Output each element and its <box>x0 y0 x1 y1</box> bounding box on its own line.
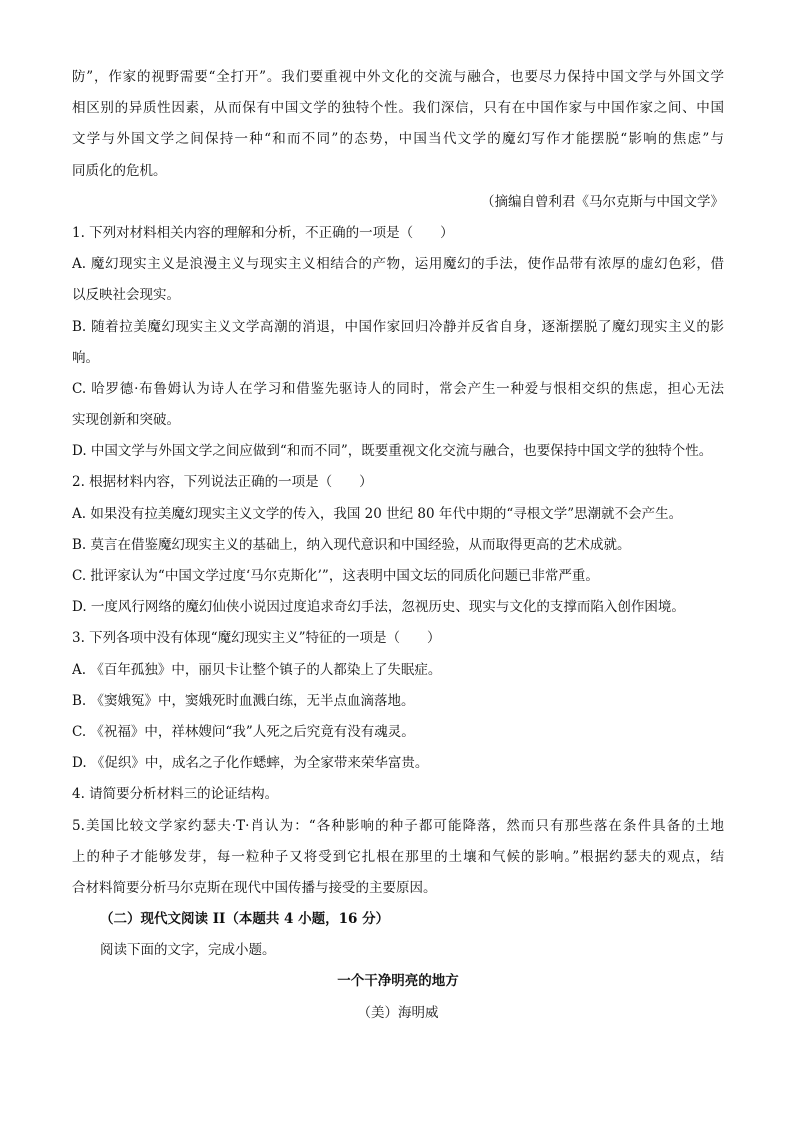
document-page <box>72 62 724 1029</box>
question-4-stem: 4. 请简要分析材料三的论证结构。 <box>72 786 279 803</box>
question-2-option-d: D. 一度风行网络的魔幻仙侠小说因过度追求奇幻手法，忽视历史、现实与文化的支撑而陷入创作困境。 <box>72 599 685 616</box>
question-2-stem: 2. 根据材料内容，下列说法正确的一项是（ ） <box>72 474 373 491</box>
question-1-option-d: D. 中国文学与外国文学之间应做到“和而不同”，既要重视文化交流与融合，也要保持中国文学的独特个性。 <box>72 443 713 460</box>
intro-line-2: 相区别的异质性因素，从而保有中国文学的独特个性。我们深信，只有在中国作家与中国作家之间、中国 <box>72 100 724 117</box>
question-3-option-a: A. 《百年孤独》中，丽贝卡让整个镇子的人都染上了失眠症。 <box>72 661 442 678</box>
question-3-option-c: C. 《祝福》中，祥林嫂问“我”人死之后究竟有没有魂灵。 <box>72 723 415 740</box>
question-1-option-b: B. 随着拉美魔幻现实主义文学高潮的消退，中国作家回归冷静并反省自身，逐渐摆脱了魔幻现实主义的影 <box>72 318 724 335</box>
question-1-option-a-cont: 以反映社会现实。 <box>72 287 180 304</box>
passage-author: （美）海明威 <box>357 1004 439 1021</box>
section-2-heading: （二）现代文阅读 II（本题共 4 小题，16 分） <box>100 911 390 928</box>
question-3-option-d: D. 《促织》中，成名之子化作蟋蟀，为全家带来荣华富贵。 <box>72 755 429 772</box>
question-1-option-b-cont: 响。 <box>72 349 99 366</box>
question-5-line-1: 5.美国比较文学家约瑟夫·T·肖认为：“各种影响的种子都可能降落，然而只有那些落在条件具备的土地 <box>72 817 724 834</box>
section-2-instruction: 阅读下面的文字，完成小题。 <box>100 942 276 959</box>
question-3-option-b: B. 《窦娥冤》中，窦娥死时血溅白练，无半点血滴落地。 <box>72 692 415 709</box>
question-1-option-a: A. 魔幻现实主义是浪漫主义与现实主义相结合的产物，运用魔幻的手法，使作品带有浓厚的虚幻色彩，借 <box>72 256 724 273</box>
question-1-stem: 1. 下列对材料相关内容的理解和分析，不正确的一项是（ ） <box>72 224 454 241</box>
question-1-option-c-cont: 实现创新和突破。 <box>72 412 180 429</box>
question-3-stem: 3. 下列各项中没有体现“魔幻现实主义”特征的一项是（ ） <box>72 630 441 647</box>
question-2-option-a: A. 如果没有拉美魔幻现实主义文学的传入，我国 20 世纪 80 年代中期的“寻根文学”思潮就不会产生。 <box>72 505 683 522</box>
intro-line-4: 同质化的危机。 <box>72 162 167 179</box>
source-citation: （摘编自曾利君《马尔克斯与中国文学》 <box>481 193 724 210</box>
intro-line-1: 防”，作家的视野需要“全打开”。我们要重视中外文化的交流与融合，也要尽力保持中国文学与外国文学 <box>72 69 724 85</box>
question-2-option-c: C. 批评家认为“中国文学过度‘马尔克斯化’”，这表明中国文坛的同质化问题已非常严重。 <box>72 568 599 584</box>
question-5-line-2: 上的种子才能够发芽，每一粒种子又将受到它扎根在那里的土壤和气候的影响。”根据约瑟夫的观点，结 <box>72 848 724 865</box>
passage-title: 一个干净明亮的地方 <box>337 973 459 990</box>
question-1-option-c: C. 哈罗德·布鲁姆认为诗人在学习和借鉴先驱诗人的同时，常会产生一种爱与恨相交织的焦虑，担心无法 <box>72 380 724 397</box>
question-2-option-b: B. 莫言在借鉴魔幻现实主义的基础上，纳入现代意识和中国经验，从而取得更高的艺术成就。 <box>72 536 631 553</box>
intro-line-3: 文学与外国文学之间保持一种“和而不同”的态势，中国当代文学的魔幻写作才能摆脱“影响的焦虑”与 <box>72 131 724 148</box>
question-5-line-3: 合材料简要分析马尔克斯在现代中国传播与接受的主要原因。 <box>72 879 437 896</box>
